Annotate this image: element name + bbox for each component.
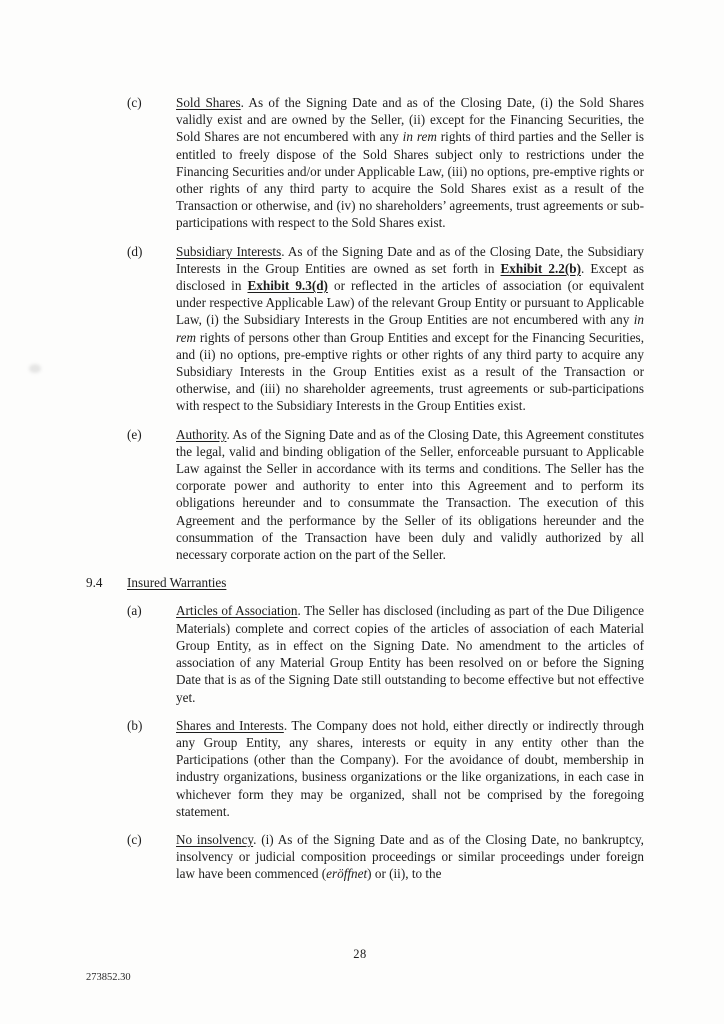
section-label-9-4-a: (a) (127, 603, 142, 619)
scan-artifact (29, 364, 41, 373)
section-label-9-4-b: (b) (127, 717, 143, 733)
section-text-9-4-b: Shares and Interests. The Company does not hold, either directly or indirectly through any Group Entity, any shares, interests or equity in any entity other than the Participations (other than the Company). For the avoidance of doubt, membership in industry organizations, business organizations or the like organizations, in each case in whichever form they may be organized, shall not be comprised by the foregoing statement. (176, 717, 645, 819)
section-label-9-4-c: (c) (127, 831, 142, 847)
document-body (86, 94, 644, 894)
section-text-9-4-a: Articles of Association. The Seller has disclosed (including as part of the Due Diligence Materials) complete and correct copies of the articles of association of each Material Group Entity, as in effect on the Signing Date. No amendment to the articles of association of any Material Group Entity has been resolved on or before the Signing Date that is as of the Signing Date still outstanding to become effective but not effective yet. (176, 603, 644, 705)
section-text-9-4: Insured Warranties (127, 575, 227, 591)
section-9-3-d (86, 243, 644, 415)
section-label-9-3-d: (d) (127, 243, 143, 259)
section-text-9-3-e: Authority. As of the Signing Date and as of the Closing Date, this Agreement constitutes the legal, valid and binding obligation of the Seller, enforceable pursuant to Applicable Law against the Seller in accordance with its terms and conditions. The Seller has the corporate power and authority to enter into this Agreement and to perform its obligations hereunder and to consummate the Transaction. The execution of this Agreement and the performance by the Seller of its obligations hereunder and the consummation of the Transaction have been duly and validly authorized by all necessary corporate action on the part of the Seller. (176, 426, 644, 563)
document-reference-number: 273852.30 (86, 972, 131, 983)
section-9-4 (86, 574, 644, 591)
section-9-3-c (86, 94, 644, 232)
section-9-4-a (86, 602, 644, 705)
section-text-9-4-c: No insolvency. (i) As of the Signing Date and as of the Closing Date, no bankruptcy, insolvency or judicial composition proceedings or similar proceedings under foreign law have been commenced (eröffnet) or (ii), to the (176, 831, 644, 882)
section-label-9-3-c: (c) (127, 95, 142, 110)
section-text-9-3-d: Subsidiary Interests. As of the Signing Date and as of the Closing Date, the Subsidiary Interests in the Group Entities are owned as set forth in Exhibit 2.2(b). Except as disclosed in Exhibit 9.3(d) or reflected in the articles of association (or equivalent under respective Applicable Law) of the relevant Group Entity or pursuant to Applicable Law, (i) the Subsidiary Interests in the Group Entities are not encumbered with any in rem rights of persons other than Group Entities and except for the Financing Securities, and (ii) no options, pre-emptive rights or other rights of any third party to acquire any Subsidiary Interests in the Group Entities exist as a result of the Transaction or otherwise, and (iii) no shareholder agreements, trust agreements or sub-participations with respect to the Subsidiary Interests in the Group Entities exist. (176, 243, 644, 414)
section-label-9-3-e: (e) (127, 426, 142, 442)
section-label-9-4: 9.4 (86, 575, 103, 591)
section-9-3-e (86, 426, 644, 564)
section-9-4-b (86, 717, 644, 820)
page-number: 28 (353, 947, 367, 961)
section-9-4-c (86, 831, 644, 883)
section-text-9-3-c: Sold Shares. As of the Signing Date and as of the Closing Date, (i) the Sold Shares validly exist and are owned by the Seller, (ii) except for the Financing Securities, the Sold Shares are not encumbered with any in rem rights of third parties and the Seller is entitled to freely dispose of the Sold Shares subject only to restrictions under the Financing Securities and/or under Applicable Law, (iii) no options, pre-emptive rights or other rights of any third party to acquire the Sold Shares exist as a result of the Transaction or otherwise, and (iv) no shareholders’ agreements, trust agreements or sub-participations with respect to the Sold Shares exist. (176, 95, 645, 231)
